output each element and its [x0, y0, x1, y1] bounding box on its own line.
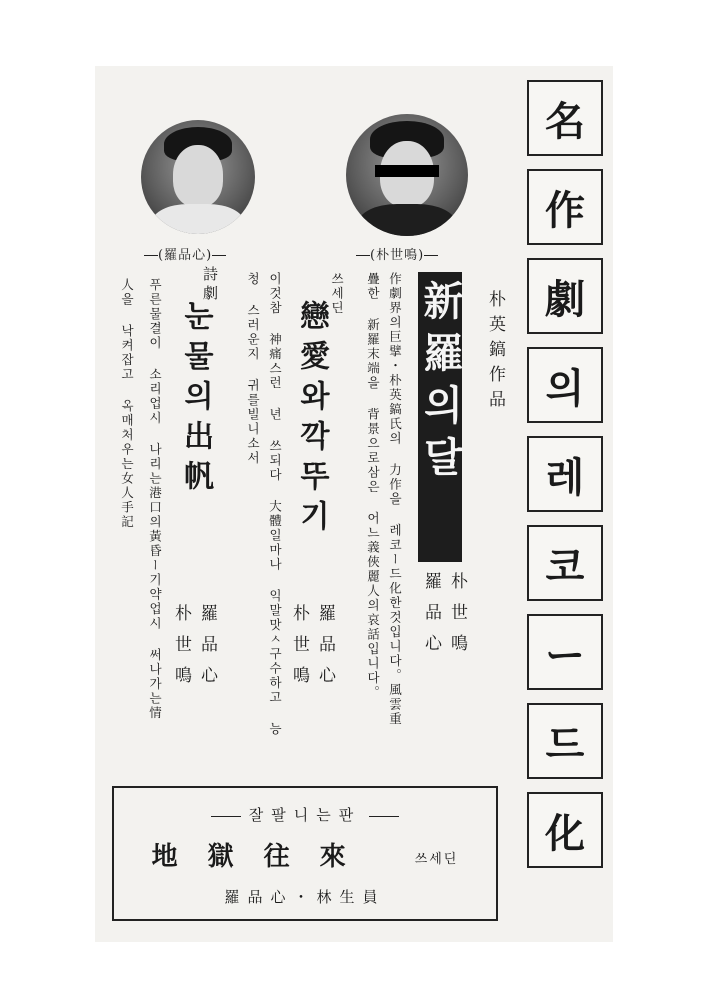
title-char: 劇: [527, 258, 603, 334]
bestseller-title-line: [114, 836, 496, 873]
middle-cast-1: 羅品心: [315, 604, 335, 697]
left-description-2: 人을 낙켜잡고 옥매처우는女人手記: [119, 278, 135, 530]
title-column: [527, 80, 605, 870]
bestseller-subtitle: 잘팔니는판: [114, 804, 496, 825]
right-cast-2: 羅品心: [421, 572, 441, 665]
title-char: 作: [527, 169, 603, 245]
bestseller-cast: 羅品心・林生員: [224, 888, 386, 906]
right-cast-1: 朴世鳴: [447, 572, 467, 665]
author-credit: 朴英鎬作品: [485, 290, 505, 415]
portrait-na-pumsim: [141, 120, 255, 234]
title-char: 化: [527, 792, 603, 868]
play-title-silla: 新羅의달: [417, 280, 463, 488]
left-cast-1: 羅品心: [197, 604, 217, 697]
middle-description-2: 청 스러운지 귀를빌니소서: [245, 272, 261, 466]
middle-cast-2: 朴世鳴: [289, 604, 309, 697]
title-char: 레: [527, 436, 603, 512]
bestseller-genre: 쓰세딘: [414, 852, 459, 867]
portrait-caption-right: (朴世鳴): [356, 244, 438, 263]
middle-description-1: 이것참 神痛스런 년 쓰되다 大體일마나 익말맛ㅅ구수하고 능: [267, 272, 283, 737]
title-char: 名: [527, 80, 603, 156]
right-description-1: 作劇界의巨擘・朴英鎬氏의 力作을 레코ー드化한것입니다。風雲重: [387, 272, 403, 727]
title-char: 의: [527, 347, 603, 423]
portrait-park-semyeong: [346, 114, 468, 236]
title-char: 코: [527, 525, 603, 601]
left-genre: 詩劇: [201, 266, 219, 304]
play-title-block: [418, 272, 462, 562]
title-char: 드: [527, 703, 603, 779]
play-title-tears: 눈물의出帆: [178, 300, 213, 500]
portrait-caption-left: (羅品心): [144, 244, 226, 263]
bestseller-box: [112, 786, 498, 921]
right-description-2: 疊한 新羅末端을 背景으로삼은 어느義俠麗人의哀話입니다。: [365, 272, 381, 700]
left-cast-2: 朴世鳴: [171, 604, 191, 697]
play-title-love: 戀愛와깍뚜기: [294, 300, 329, 540]
middle-genre: 쓰세딘: [329, 272, 345, 316]
left-description-1: 푸른물결이 소리업시 나리는港口의黃昏ー기약업시 써나가는情: [147, 278, 163, 721]
title-char: ー: [527, 614, 603, 690]
eye-censor-bar: [375, 165, 438, 177]
bestseller-title: 地獄往來: [151, 842, 376, 872]
